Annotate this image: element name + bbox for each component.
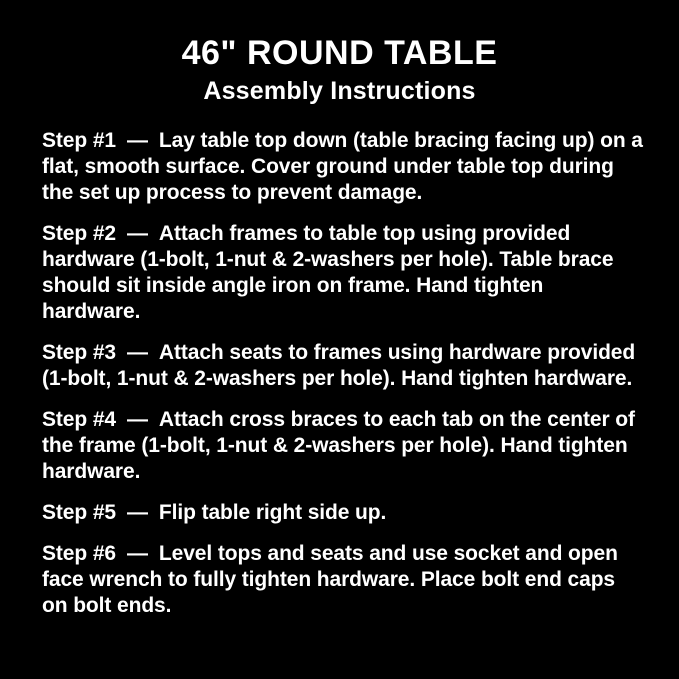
step-2-text: Attach frames to table top using provided hardware (1-bolt, 1-nut & 2-washers per hole). Table brace should sit inside angle iron on frame. Hand tighten hardware.	[42, 221, 614, 323]
step-6-text: Level tops and seats and use socket and open face wrench to fully tighten hardware. Place bolt end caps on bolt ends.	[42, 541, 618, 617]
step-3-separator: —	[127, 340, 148, 364]
step-1-separator: —	[127, 128, 148, 152]
step-4	[42, 407, 645, 485]
step-5-separator: —	[127, 500, 148, 524]
steps-list	[0, 106, 679, 619]
step-1	[42, 128, 645, 206]
step-2-separator: —	[127, 221, 148, 245]
step-6-label: Step #6	[42, 541, 116, 565]
step-3-text: Attach seats to frames using hardware provided (1-bolt, 1-nut & 2-washers per hole). Hand tighten hardware.	[42, 340, 636, 390]
step-3	[42, 340, 645, 392]
step-3-label: Step #3	[42, 340, 116, 364]
step-4-separator: —	[127, 407, 148, 431]
step-2	[42, 221, 645, 325]
header	[0, 0, 679, 106]
step-4-text: Attach cross braces to each tab on the center of the frame (1-bolt, 1-nut & 2-washers per hole). Hand tighten hardware.	[42, 407, 635, 483]
step-2-label: Step #2	[42, 221, 116, 245]
page-subtitle: Assembly Instructions	[203, 77, 476, 106]
step-1-label: Step #1	[42, 128, 116, 152]
step-6-separator: —	[127, 541, 148, 565]
page-title: 46" ROUND TABLE	[181, 34, 498, 72]
step-6	[42, 541, 645, 619]
step-4-label: Step #4	[42, 407, 116, 431]
step-5-text: Flip table right side up.	[158, 500, 387, 524]
step-1-text: Lay table top down (table bracing facing up) on a flat, smooth surface. Cover ground under table top during the set up process to prevent damage.	[42, 128, 643, 204]
step-5-label: Step #5	[42, 500, 116, 524]
step-5	[42, 500, 645, 526]
